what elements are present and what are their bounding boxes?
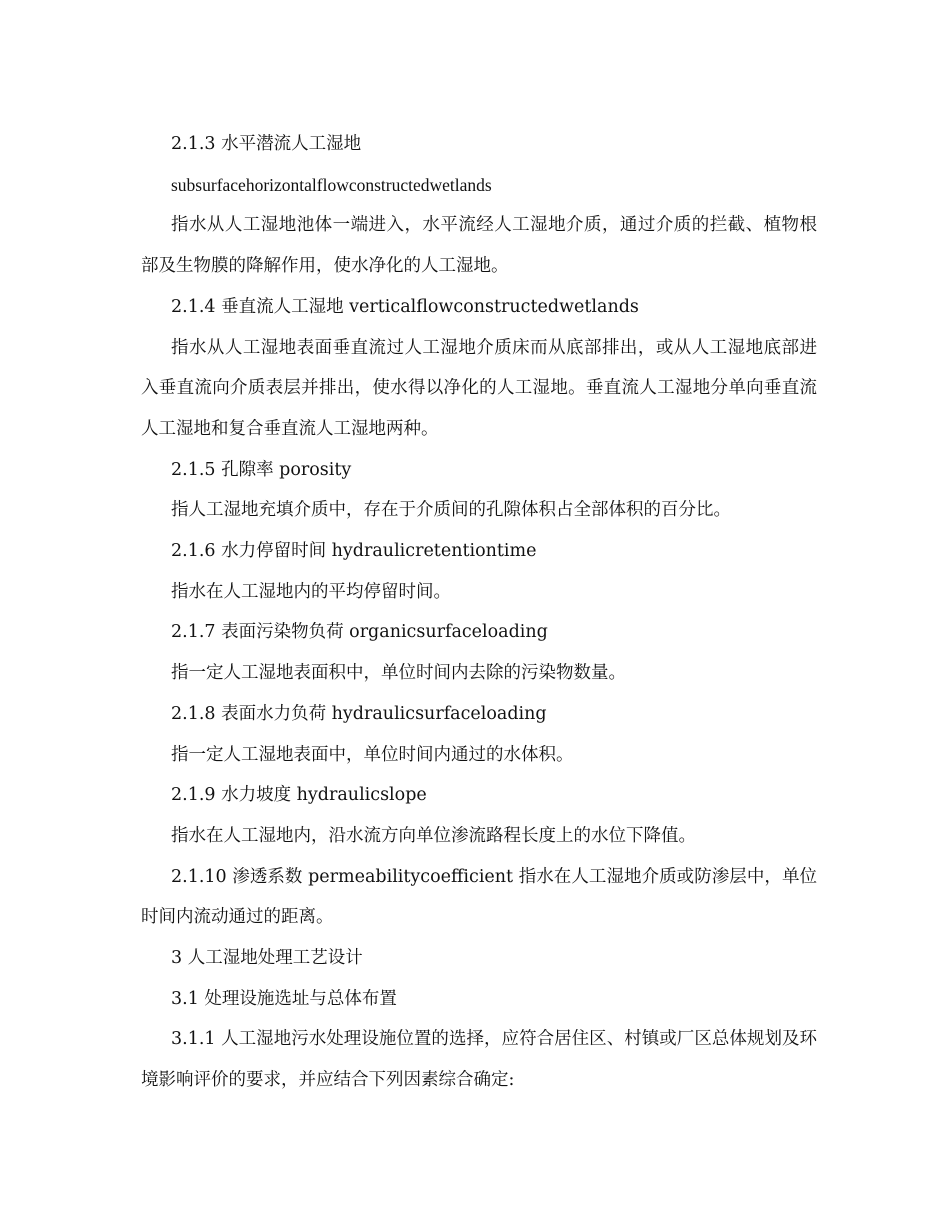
term-english-2-1-3: subsurfacehorizontalflowconstructedwetlands [171, 174, 492, 195]
term-heading-2-1-6: 2.1.6 水力停留时间 hydraulicretentiontime [171, 541, 537, 562]
document-body [141, 124, 817, 1101]
term-heading-2-1-9: 2.1.9 水力坡度 hydraulicslope [171, 785, 427, 806]
term-definition-2-1-6: 指水在人工湿地内的平均停留时间。 [171, 581, 451, 602]
term-definition-2-1-5: 指人工湿地充填介质中，存在于介质间的孔隙体积占全部体积的百分比。 [171, 500, 731, 521]
term-definition-2-1-4: 指水从人工湿地表面垂直流过人工湿地介质床而从底部排出，或从人工湿地底部进入垂直流向介质表层并排出，使水得以净化的人工湿地。垂直流人工湿地分单向垂直流人工湿地和复合垂直流人工湿地两种。 [141, 337, 817, 439]
term-heading-2-1-5: 2.1.5 孔隙率 porosity [171, 459, 352, 480]
term-heading-2-1-4: 2.1.4 垂直流人工湿地 verticalflowconstructedwetlands [171, 296, 639, 317]
term-definition-2-1-7: 指一定人工湿地表面积中，单位时间内去除的污染物数量。 [171, 663, 626, 684]
term-definition-2-1-8: 指一定人工湿地表面中，单位时间内通过的水体积。 [171, 744, 574, 765]
term-heading-2-1-10: 2.1.10 渗透系数 permeabilitycoefficient 指水在人工湿地介质或防渗层中，单位时间内流动通过的距离。 [141, 866, 817, 928]
clause-3-1-1: 3.1.1 人工湿地污水处理设施位置的选择，应符合居住区、村镇或厂区总体规划及环境影响评价的要求，并应结合下列因素综合确定: [141, 1029, 817, 1091]
term-heading-2-1-7: 2.1.7 表面污染物负荷 organicsurfaceloading [171, 622, 548, 643]
term-definition-2-1-3: 指水从人工湿地池体一端进入，水平流经人工湿地介质，通过介质的拦截、植物根部及生物膜的降解作用，使水净化的人工湿地。 [141, 215, 817, 277]
term-definition-2-1-9: 指水在人工湿地内，沿水流方向单位渗流路程长度上的水位下降值。 [171, 825, 696, 846]
section-heading-3: 3 人工湿地处理工艺设计 [171, 948, 363, 969]
section-heading-3-1: 3.1 处理设施选址与总体布置 [171, 988, 397, 1009]
term-heading-2-1-8: 2.1.8 表面水力负荷 hydraulicsurfaceloading [171, 703, 547, 724]
term-heading-2-1-3: 2.1.3 水平潜流人工湿地 [171, 134, 362, 154]
